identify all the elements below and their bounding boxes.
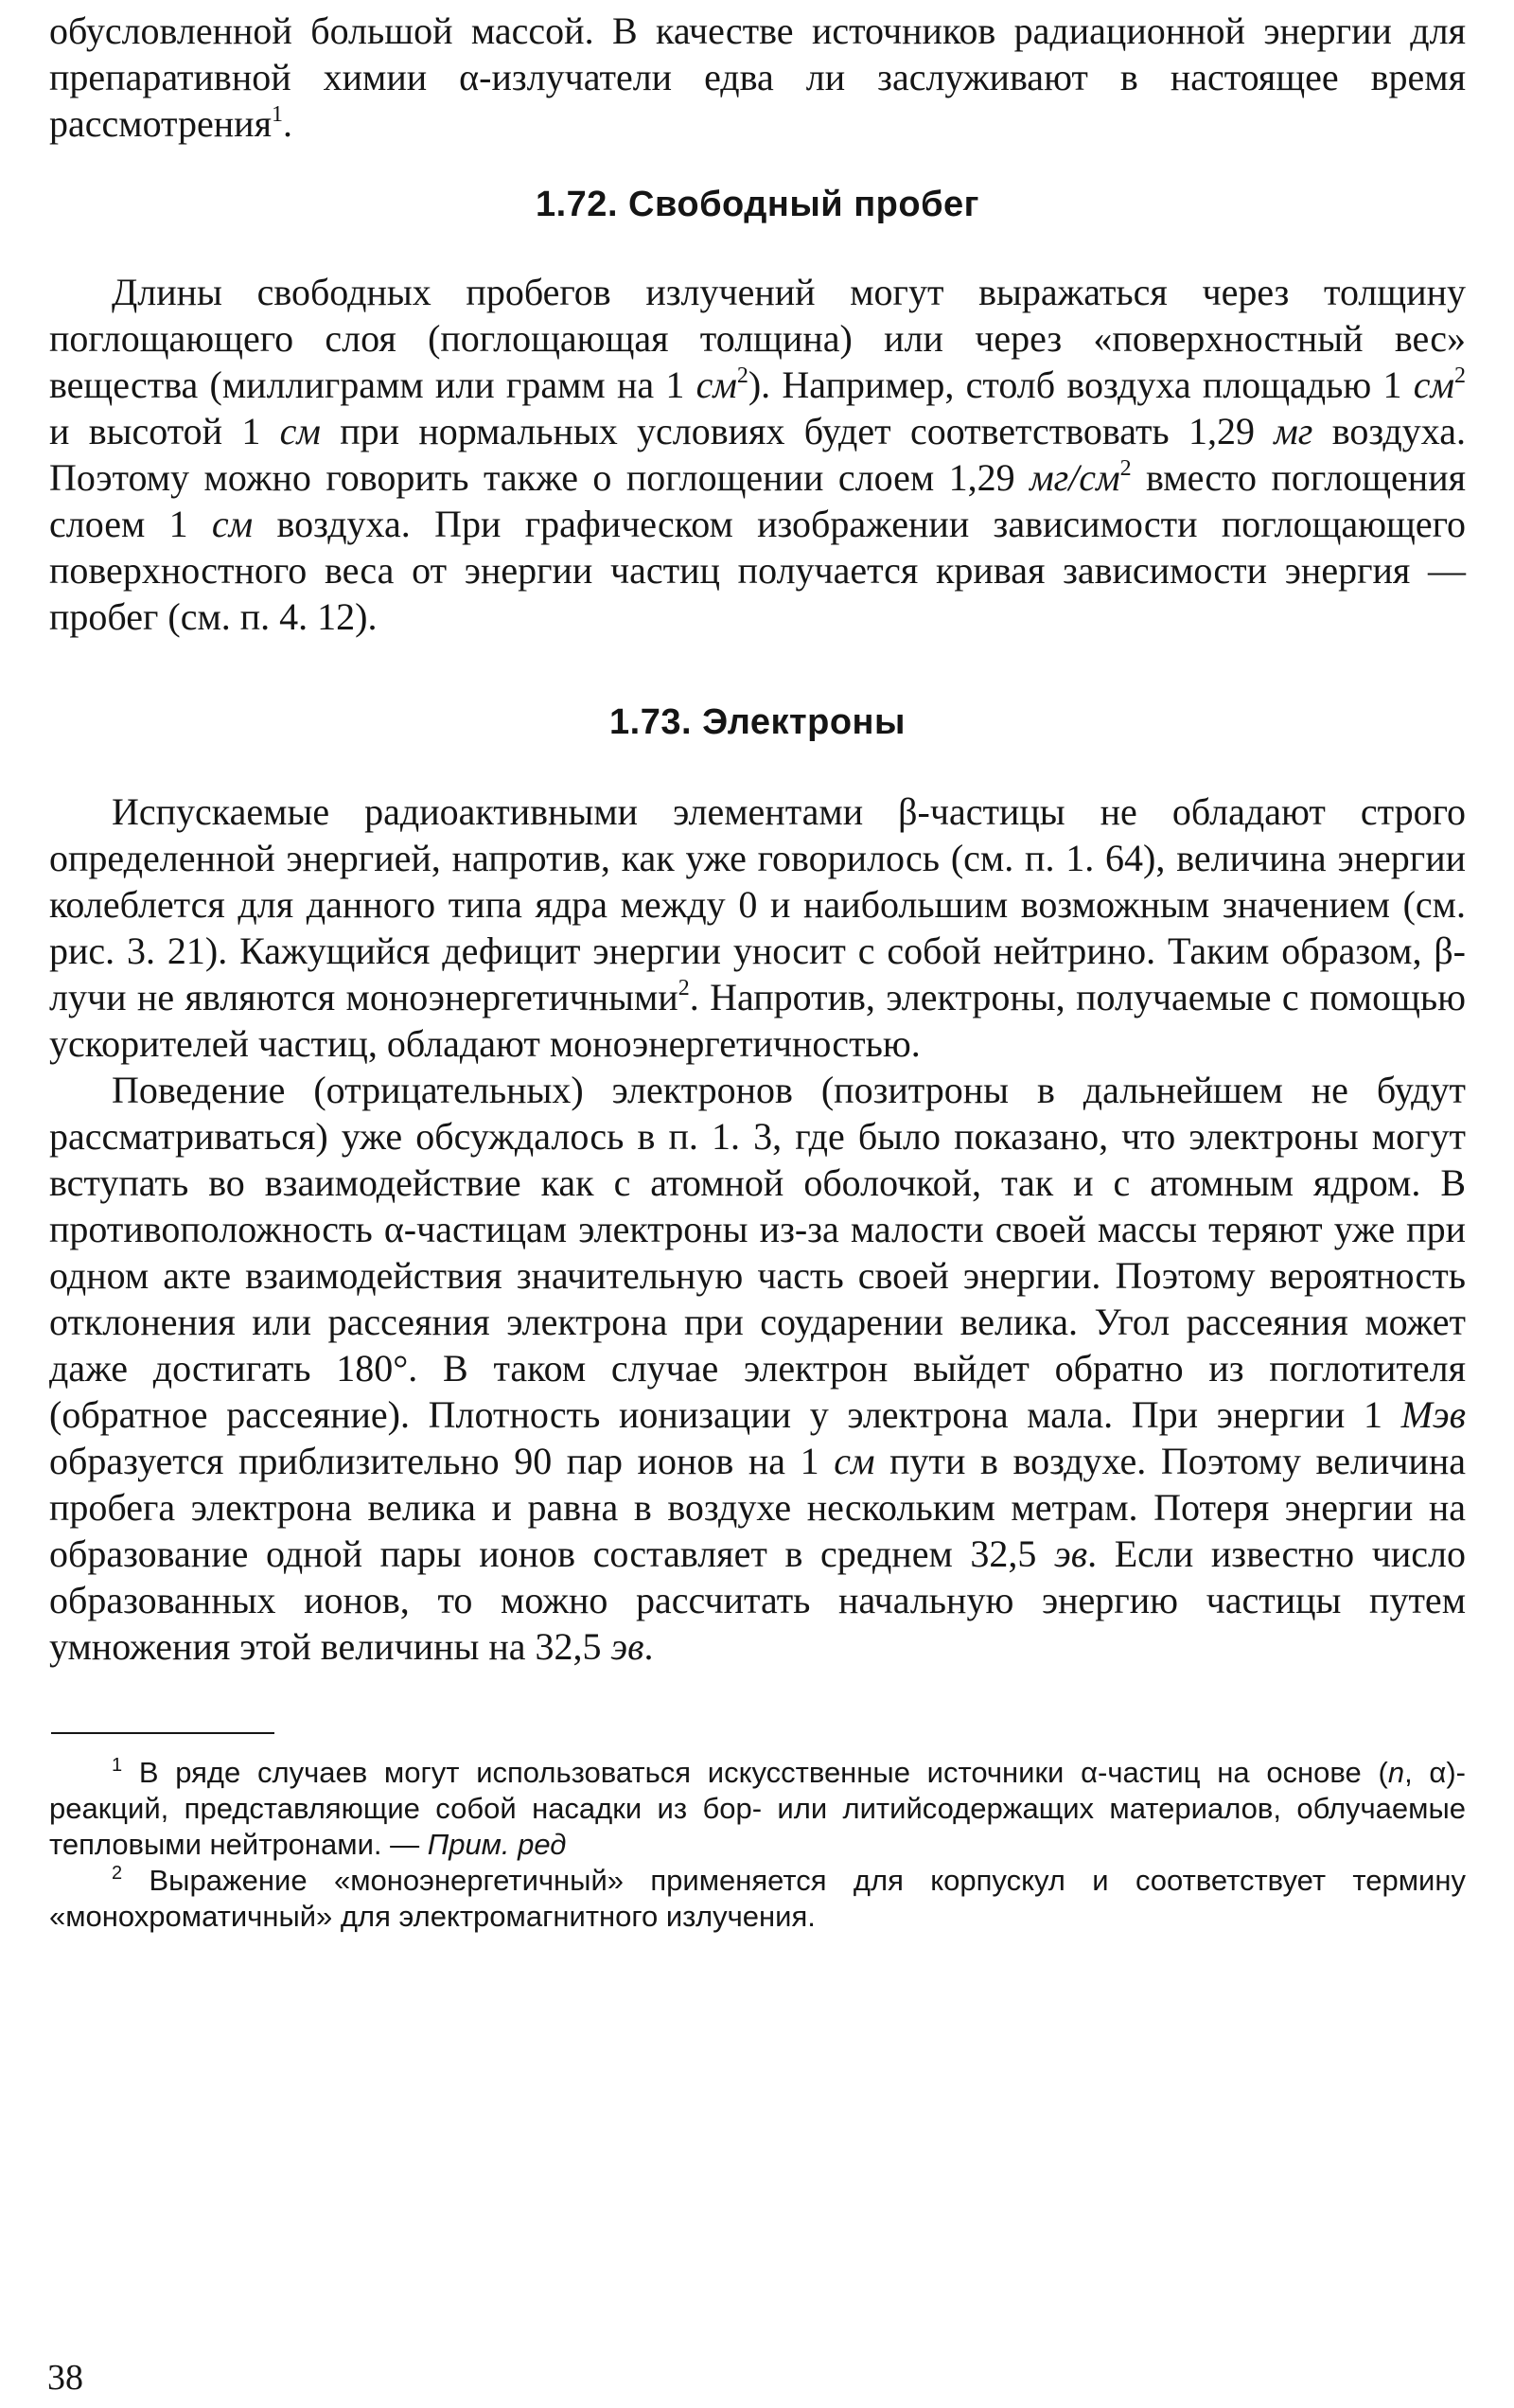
footnote-number: 2 — [112, 1863, 123, 1884]
footnote-2 — [49, 1863, 1466, 1935]
intro-text: обусловленной большой массой. В качестве источников радиационной энергии для препаративной химии α-излучатели едва ли заслуживают в настоящее время рассмотрения — [49, 9, 1466, 145]
page-number: 38 — [47, 2358, 83, 2398]
footnote-symbol: n — [1387, 1756, 1405, 1789]
text-run: образуется приблизительно 90 пар ионов на 1 — [49, 1440, 835, 1482]
unit: Мэв — [1400, 1393, 1466, 1436]
text-run: при нормальных условиях будет соответствовать 1,29 — [320, 410, 1275, 452]
text-run: . Если известно число образованных ионов, то можно рассчитать начальную энергию частицы путем умножения этой величины на 32,5 — [49, 1532, 1467, 1668]
section-173-paragraph-1 — [49, 788, 1466, 1067]
unit: см — [695, 363, 737, 406]
intro-end: . — [282, 102, 292, 145]
unit-exponent: 2 — [736, 363, 748, 388]
unit: эв — [1054, 1532, 1088, 1575]
footnote-text: Выражение «моноэнергетичный» применяется для корпускул и соответствует термину «монохроматичный» для электромагнитного излучения. — [49, 1864, 1466, 1933]
unit: мг — [1274, 410, 1313, 452]
intro-paragraph — [49, 8, 1466, 147]
text-run: . — [643, 1625, 654, 1668]
section-172-paragraph — [49, 269, 1466, 640]
footnote-1 — [49, 1755, 1466, 1863]
footnote-ref-2[interactable]: 2 — [678, 976, 690, 1000]
unit-exponent: 2 — [1119, 456, 1132, 481]
text-run: воздуха. Поэтому можно говорить также о поглощении слоем 1,29 — [49, 410, 1466, 499]
text-run: . Напротив, электроны, получаемые с помощью ускорителей частиц, обладают моноэнергетичностью. — [49, 976, 1467, 1065]
editor-note: Прим. ред — [427, 1828, 567, 1861]
text-run: пути в воздухе. Поэтому величина пробега электрона велика и равна в воздухе нескольким метрам. Потеря энергии на образование одной пары ионов составляет в среднем 32,5 — [49, 1440, 1467, 1575]
unit: эв — [610, 1625, 644, 1668]
text-run: и высотой 1 — [49, 410, 280, 452]
unit-exponent: 2 — [1453, 363, 1466, 388]
text-run: Длины свободных пробегов излучений могут выражаться через толщину поглощающего слоя (поглощающая толщина) или через «поверхностный вес» вещества (миллиграмм или грамм на 1 — [49, 271, 1466, 406]
unit: см — [279, 410, 321, 452]
page-body — [49, 8, 1466, 1935]
unit: см — [1413, 363, 1454, 406]
unit: мг/см — [1030, 456, 1120, 499]
unit: см — [211, 503, 254, 545]
text-run: вместо поглощения слоем 1 — [49, 456, 1466, 545]
footnote-divider — [51, 1732, 274, 1734]
footnote-text: В ряде случаев могут использоваться искусственные источники α-частиц на основе ( — [122, 1756, 1388, 1789]
unit: см — [834, 1440, 875, 1482]
footnote-number: 1 — [112, 1755, 123, 1776]
section-173-heading: 1.73. Электроны — [609, 702, 906, 742]
footnote-ref-1[interactable]: 1 — [271, 102, 283, 127]
section-172-heading: 1.72. Свободный пробег — [535, 185, 980, 224]
text-run: Испускаемые радиоактивными элементами β-частицы не обладают строго определенной энергией, напротив, как уже говорилось (см. п. 1. 64), величина энергии колеблется для данного типа ядра между 0 и наибольшим возможным значением (см. рис. 3. 21). Кажущийся дефицит энергии уносит с собой нейтрино. Таким образом, β-лучи не являются моноэнергетичными — [49, 790, 1466, 1018]
text-run: Поведение (отрицательных) электронов (позитроны в дальнейшем не будут рассматриваться) уже обсуждалось в п. 1. 3, где было показано, что электроны могут вступать во взаимодействие как с атомной оболочкой, так и с атомным ядром. В противоположность α-частицам электроны из-за малости своей массы теряют уже при одном акте взаимодействия значительную часть своей энергии. Поэтому вероятность отклонения или рассеяния электрона при соударении велика. Угол рассеяния может даже достигать 180°. В таком случае электрон выйдет обратно из поглотителя (обратное рассеяние). Плотность ионизации у электрона мала. При энергии 1 — [49, 1069, 1466, 1436]
text-run: ). Например, столб воздуха площадью 1 — [748, 363, 1414, 406]
section-173-paragraph-2 — [49, 1067, 1466, 1670]
text-run: воздуха. При графическом изображении зависимости поглощающего поверхностного веса от энергии частиц получается кривая зависимости энергия — пробег (см. п. 4. 12). — [49, 503, 1466, 638]
footnote-text: , α)-реакций, представляющие собой насадки из бор- или литийсодержащих материалов, облучаемые тепловыми нейтронами. — — [49, 1756, 1466, 1861]
